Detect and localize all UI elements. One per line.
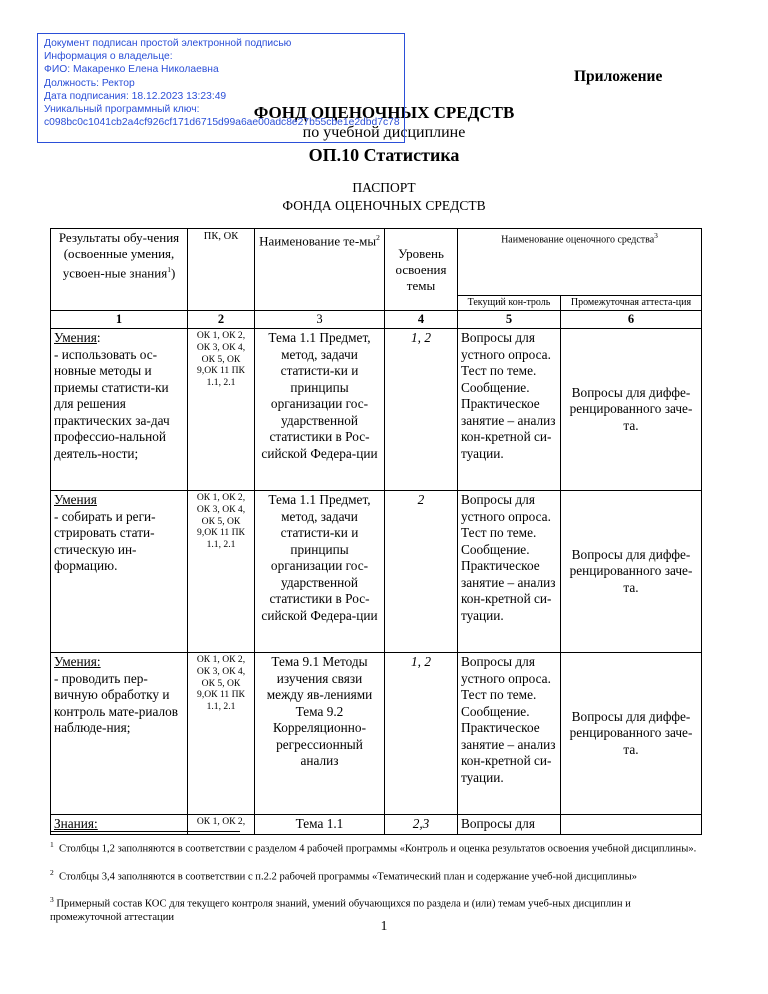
current-control-cell: Вопросы для устного опроса. Тест по теме. Сообщение. Практическое занятие – анализ кон-кретной си-туации.	[458, 653, 561, 815]
column-number: 4	[385, 311, 458, 329]
level-cell: 1, 2	[385, 653, 458, 815]
interim-attestation-cell: Вопросы для диффе-ренцированного заче-та.	[561, 491, 702, 653]
header-topic: Наименование $те-мы^2$	[255, 229, 385, 311]
page-number: 1	[380, 918, 388, 933]
signature-line: Документ подписан простой электронной подписью	[44, 38, 292, 49]
result-cell: Умения: - использовать ос-новные методы и приемы статисти-ки для решения практических за-дач профессио-нальной деятель-ности;	[51, 329, 188, 491]
competencies-cell: ОК 1, ОК 2, ОК 3, ОК 4, ОК 5, ОК 9,ОК 11 ПК 1.1, 2.1	[188, 491, 255, 653]
discipline-title: ОП.10 Статистика	[308, 145, 460, 165]
document-title: ФОНД ОЦЕНОЧНЫХ СРЕДСТВ	[253, 103, 515, 122]
header-interim-attestation: Промежуточная аттеста-ция	[561, 296, 702, 311]
level-cell: 1, 2	[385, 329, 458, 491]
column-number: 5	[458, 311, 561, 329]
result-cell: Знания:	[51, 815, 188, 835]
competencies-cell: ОК 1, ОК 2,	[188, 815, 255, 835]
topic-cell: Тема 1.1	[255, 815, 385, 835]
competencies-cell: ОК 1, ОК 2, ОК 3, ОК 4, ОК 5, ОК 9,ОК 11 ПК 1.1, 2.1	[188, 329, 255, 491]
competencies-cell: ОК 1, ОК 2, ОК 3, ОК 4, ОК 5, ОК 9,ОК 11 ПК 1.1, 2.1	[188, 653, 255, 815]
result-cell: Умения - собирать и реги-стрировать стати-стическую ин-формацию.	[51, 491, 188, 653]
interim-attestation-cell	[561, 815, 702, 835]
signature-line: Информация о владельце:	[44, 51, 173, 63]
result-cell: Умения: - проводить пер-вичную обработку и контроль мате-риалов наблюде-ния;	[51, 653, 188, 815]
footnote: $^1$ Столбцы 1,2 заполняются в соответствии с разделом 4 рабочей программы «Контроль и оценка результатов освоения учебной дисциплины».	[50, 840, 697, 855]
header-competencies: ПК, ОК	[188, 229, 255, 311]
current-control-cell: Вопросы для	[458, 815, 561, 835]
appendix-label: Приложение	[574, 68, 663, 85]
signature-owner-name: ФИО: Макаренко Елена Николаевна	[44, 64, 219, 76]
footnote: $^2$ Столбцы 3,4 заполняются в соответствии с п.2.2 рабочей программы «Тематический план и содержание учеб-ной дисциплины»	[50, 868, 638, 883]
passport-subheading: ФОНДА ОЦЕНОЧНЫХ СРЕДСТВ	[282, 198, 486, 213]
signature-line: Уникальный программный ключ:	[44, 104, 200, 116]
header-current-control: Текущий кон-троль	[458, 296, 561, 311]
column-number: 6	[561, 311, 702, 329]
header-results: Результаты обу-чения (освоенные умения, усвоен-ные знания$^1$)	[51, 229, 188, 311]
topic-cell: Тема 9.1 Методы изучения связи между яв-лениями Тема 9.2 Корреляционно-регрессионный анализ	[255, 653, 385, 815]
interim-attestation-cell: Вопросы для диффе-ренцированного заче-та.	[561, 653, 702, 815]
interim-attestation-cell: Вопросы для диффе-ренцированного заче-та.	[561, 329, 702, 491]
topic-cell: Тема 1.1 Предмет, метод, задачи статисти-ки и принципы организации гос-ударственной статистики в Рос-сийской Федера-ции	[255, 329, 385, 491]
footnote: $^3$ Примерный состав КОС для текущего контроля знаний, умений обучающихся по раздела и (или) темам учеб-ных дисциплин и промежуточной аттестации	[50, 895, 631, 924]
table-row	[51, 329, 702, 491]
current-control-cell: Вопросы для устного опроса. Тест по теме. Сообщение. Практическое занятие – анализ кон-кретной си-туации.	[458, 491, 561, 653]
footnote-separator	[50, 831, 240, 832]
topic-cell: Тема 1.1 Предмет, метод, задачи статисти-ки и принципы организации гос-ударственной статистики в Рос-сийской Федера-ции	[255, 491, 385, 653]
column-number: 3	[255, 311, 385, 329]
table-row	[51, 653, 702, 815]
signature-position: Должность: Ректор	[44, 77, 135, 89]
level-cell: 2	[385, 491, 458, 653]
header-level: Уровень освоения темы	[385, 229, 458, 311]
current-control-cell: Вопросы для устного опроса. Тест по теме. Сообщение. Практическое занятие – анализ кон-кретной си-туации.	[458, 329, 561, 491]
passport-heading: ПАСПОРТ	[352, 180, 416, 195]
document-subtitle: по учебной дисциплине	[302, 124, 466, 141]
table-row	[51, 491, 702, 653]
level-cell: 2,3	[385, 815, 458, 835]
electronic-signature-stamp	[37, 33, 405, 143]
signature-key: c098bc0c1041cb2a4cf926cf171d6715d99a6ae00adc8e27b55cbe1e2dbd7c78	[44, 117, 400, 129]
signature-date: Дата подписания: 18.12.2023 13:23:49	[44, 90, 227, 102]
column-number: 1	[51, 311, 188, 329]
assessment-passport-table	[50, 228, 702, 835]
header-assessment-tools: Наименование оценочного средства$^3$	[458, 229, 702, 296]
column-number: 2	[188, 311, 255, 329]
